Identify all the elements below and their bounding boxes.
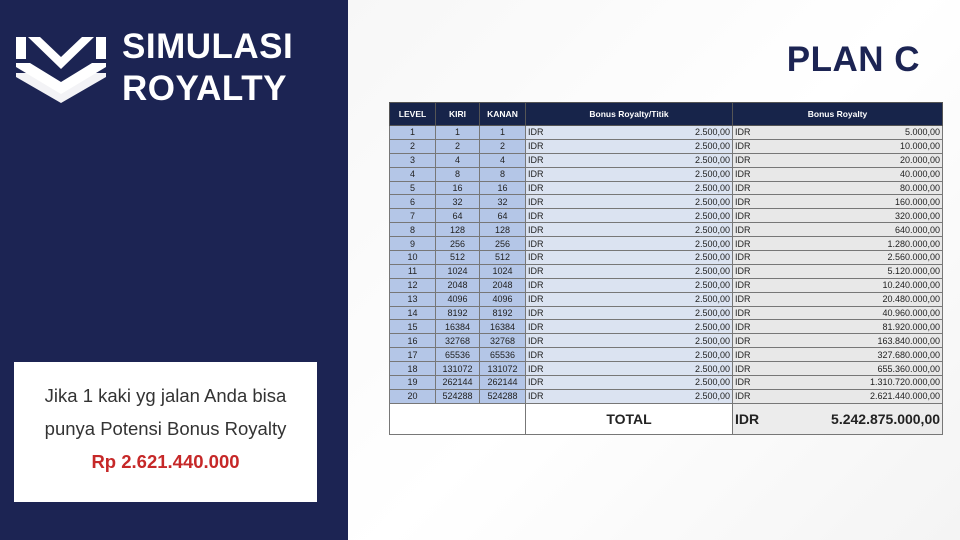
bonus-currency-cell: IDR [733,362,773,376]
header-bonus: Bonus Royalty [733,103,943,126]
bonus-currency-cell: IDR [733,209,773,223]
table-row [390,251,943,265]
titik-value-cell: 2.500,00 [568,320,733,334]
bonus-value-cell: 160.000,00 [773,195,943,209]
kiri-cell: 524288 [436,389,480,403]
bonus-currency-cell: IDR [733,167,773,181]
titik-currency-cell: IDR [526,223,568,237]
bonus-value-cell: 327.680.000,00 [773,348,943,362]
kanan-cell: 2048 [480,278,526,292]
kiri-cell: 131072 [436,362,480,376]
table-header-row [390,103,943,126]
level-cell: 12 [390,278,436,292]
level-cell: 11 [390,264,436,278]
bonus-currency-cell: IDR [733,348,773,362]
bonus-currency-cell: IDR [733,264,773,278]
note-amount: Rp 2.621.440.000 [91,451,240,472]
bonus-value-cell: 320.000,00 [773,209,943,223]
bonus-value-cell: 5.120.000,00 [773,264,943,278]
total-label: TOTAL [526,403,733,434]
titik-currency-cell: IDR [526,237,568,251]
titik-currency-cell: IDR [526,195,568,209]
titik-currency-cell: IDR [526,348,568,362]
table-row [390,237,943,251]
table-row [390,181,943,195]
level-cell: 2 [390,139,436,153]
page-title [122,26,293,110]
titik-value-cell: 2.500,00 [568,348,733,362]
kanan-cell: 1 [480,126,526,140]
titik-value-cell: 2.500,00 [568,389,733,403]
titik-value-cell: 2.500,00 [568,278,733,292]
titik-value-cell: 2.500,00 [568,334,733,348]
table-row [390,389,943,403]
plan-title: PLAN C [786,40,920,79]
bonus-value-cell: 2.560.000,00 [773,251,943,265]
level-cell: 10 [390,251,436,265]
level-cell: 5 [390,181,436,195]
table-row [390,126,943,140]
titik-currency-cell: IDR [526,139,568,153]
bonus-currency-cell: IDR [733,139,773,153]
titik-value-cell: 2.500,00 [568,306,733,320]
bonus-note-card [14,362,317,502]
level-cell: 7 [390,209,436,223]
royalty-table [389,102,943,435]
kanan-cell: 65536 [480,348,526,362]
level-cell: 17 [390,348,436,362]
kanan-cell: 2 [480,139,526,153]
kanan-cell: 131072 [480,362,526,376]
kanan-cell: 4 [480,153,526,167]
titik-currency-cell: IDR [526,251,568,265]
title-line-1: SIMULASI [122,27,294,66]
bonus-currency-cell: IDR [733,237,773,251]
kanan-cell: 32 [480,195,526,209]
bonus-value-cell: 40.960.000,00 [773,306,943,320]
level-cell: 4 [390,167,436,181]
titik-value-cell: 2.500,00 [568,362,733,376]
header-level: LEVEL [390,103,436,126]
kanan-cell: 524288 [480,389,526,403]
titik-value-cell: 2.500,00 [568,167,733,181]
title-line-2: ROYALTY [122,69,287,108]
header-kiri: KIRI [436,103,480,126]
kanan-cell: 256 [480,237,526,251]
bonus-currency-cell: IDR [733,251,773,265]
titik-currency-cell: IDR [526,306,568,320]
titik-value-cell: 2.500,00 [568,181,733,195]
bonus-value-cell: 5.000,00 [773,126,943,140]
titik-currency-cell: IDR [526,376,568,390]
table-row [390,264,943,278]
bonus-value-cell: 20.000,00 [773,153,943,167]
table-row [390,195,943,209]
table-row [390,278,943,292]
titik-currency-cell: IDR [526,181,568,195]
titik-currency-cell: IDR [526,153,568,167]
kiri-cell: 64 [436,209,480,223]
bonus-value-cell: 10.240.000,00 [773,278,943,292]
level-cell: 13 [390,292,436,306]
titik-value-cell: 2.500,00 [568,264,733,278]
kanan-cell: 128 [480,223,526,237]
kiri-cell: 512 [436,251,480,265]
table-row [390,348,943,362]
header-kanan: KANAN [480,103,526,126]
kanan-cell: 32768 [480,334,526,348]
titik-value-cell: 2.500,00 [568,237,733,251]
kiri-cell: 262144 [436,376,480,390]
titik-value-cell: 2.500,00 [568,139,733,153]
titik-value-cell: 2.500,00 [568,292,733,306]
titik-currency-cell: IDR [526,334,568,348]
total-empty-cell [390,403,526,434]
titik-currency-cell: IDR [526,389,568,403]
kanan-cell: 64 [480,209,526,223]
titik-value-cell: 2.500,00 [568,153,733,167]
titik-value-cell: 2.500,00 [568,223,733,237]
kiri-cell: 8192 [436,306,480,320]
level-cell: 20 [390,389,436,403]
table-row [390,334,943,348]
level-cell: 14 [390,306,436,320]
titik-value-cell: 2.500,00 [568,209,733,223]
titik-currency-cell: IDR [526,209,568,223]
kiri-cell: 2048 [436,278,480,292]
table-row [390,320,943,334]
table-row [390,292,943,306]
titik-value-cell: 2.500,00 [568,126,733,140]
note-line-1: Jika 1 kaki yg jalan Anda bisa [44,385,287,406]
total-row [390,403,943,434]
bonus-currency-cell: IDR [733,223,773,237]
kiri-cell: 32768 [436,334,480,348]
kiri-cell: 128 [436,223,480,237]
kanan-cell: 16384 [480,320,526,334]
titik-currency-cell: IDR [526,278,568,292]
kiri-cell: 2 [436,139,480,153]
level-cell: 9 [390,237,436,251]
titik-currency-cell: IDR [526,126,568,140]
level-cell: 6 [390,195,436,209]
kanan-cell: 512 [480,251,526,265]
note-line-2: punya Potensi Bonus Royalty [44,418,287,439]
bonus-currency-cell: IDR [733,153,773,167]
table-row [390,209,943,223]
total-currency: IDR [733,403,773,434]
bonus-currency-cell: IDR [733,334,773,348]
kiri-cell: 16384 [436,320,480,334]
titik-currency-cell: IDR [526,167,568,181]
kanan-cell: 262144 [480,376,526,390]
level-cell: 19 [390,376,436,390]
level-cell: 3 [390,153,436,167]
kanan-cell: 4096 [480,292,526,306]
bonus-value-cell: 655.360.000,00 [773,362,943,376]
table-body [390,126,943,404]
kiri-cell: 4 [436,153,480,167]
titik-currency-cell: IDR [526,362,568,376]
titik-value-cell: 2.500,00 [568,376,733,390]
kanan-cell: 8 [480,167,526,181]
kiri-cell: 32 [436,195,480,209]
bonus-value-cell: 80.000,00 [773,181,943,195]
kiri-cell: 8 [436,167,480,181]
kiri-cell: 1024 [436,264,480,278]
bonus-value-cell: 40.000,00 [773,167,943,181]
titik-currency-cell: IDR [526,320,568,334]
kiri-cell: 16 [436,181,480,195]
level-cell: 1 [390,126,436,140]
bonus-value-cell: 81.920.000,00 [773,320,943,334]
kiri-cell: 65536 [436,348,480,362]
table-row [390,223,943,237]
bonus-currency-cell: IDR [733,376,773,390]
table-row [390,362,943,376]
kiri-cell: 1 [436,126,480,140]
table-row [390,153,943,167]
total-value: 5.242.875.000,00 [773,403,943,434]
bonus-currency-cell: IDR [733,181,773,195]
header-bonus-titik: Bonus Royalty/Titik [526,103,733,126]
kanan-cell: 1024 [480,264,526,278]
titik-value-cell: 2.500,00 [568,251,733,265]
brand-logo-icon [16,37,106,103]
level-cell: 16 [390,334,436,348]
bonus-value-cell: 20.480.000,00 [773,292,943,306]
bonus-value-cell: 163.840.000,00 [773,334,943,348]
left-panel [0,0,348,540]
bonus-currency-cell: IDR [733,306,773,320]
kiri-cell: 4096 [436,292,480,306]
bonus-currency-cell: IDR [733,195,773,209]
bonus-currency-cell: IDR [733,292,773,306]
bonus-value-cell: 10.000,00 [773,139,943,153]
bonus-value-cell: 1.310.720.000,00 [773,376,943,390]
bonus-value-cell: 1.280.000,00 [773,237,943,251]
kiri-cell: 256 [436,237,480,251]
bonus-currency-cell: IDR [733,278,773,292]
bonus-value-cell: 2.621.440.000,00 [773,389,943,403]
level-cell: 18 [390,362,436,376]
level-cell: 15 [390,320,436,334]
table-row [390,306,943,320]
bonus-currency-cell: IDR [733,389,773,403]
kanan-cell: 8192 [480,306,526,320]
table-row [390,139,943,153]
table-row [390,376,943,390]
level-cell: 8 [390,223,436,237]
titik-currency-cell: IDR [526,292,568,306]
titik-value-cell: 2.500,00 [568,195,733,209]
bonus-currency-cell: IDR [733,320,773,334]
kanan-cell: 16 [480,181,526,195]
bonus-value-cell: 640.000,00 [773,223,943,237]
bonus-currency-cell: IDR [733,126,773,140]
titik-currency-cell: IDR [526,264,568,278]
table-row [390,167,943,181]
